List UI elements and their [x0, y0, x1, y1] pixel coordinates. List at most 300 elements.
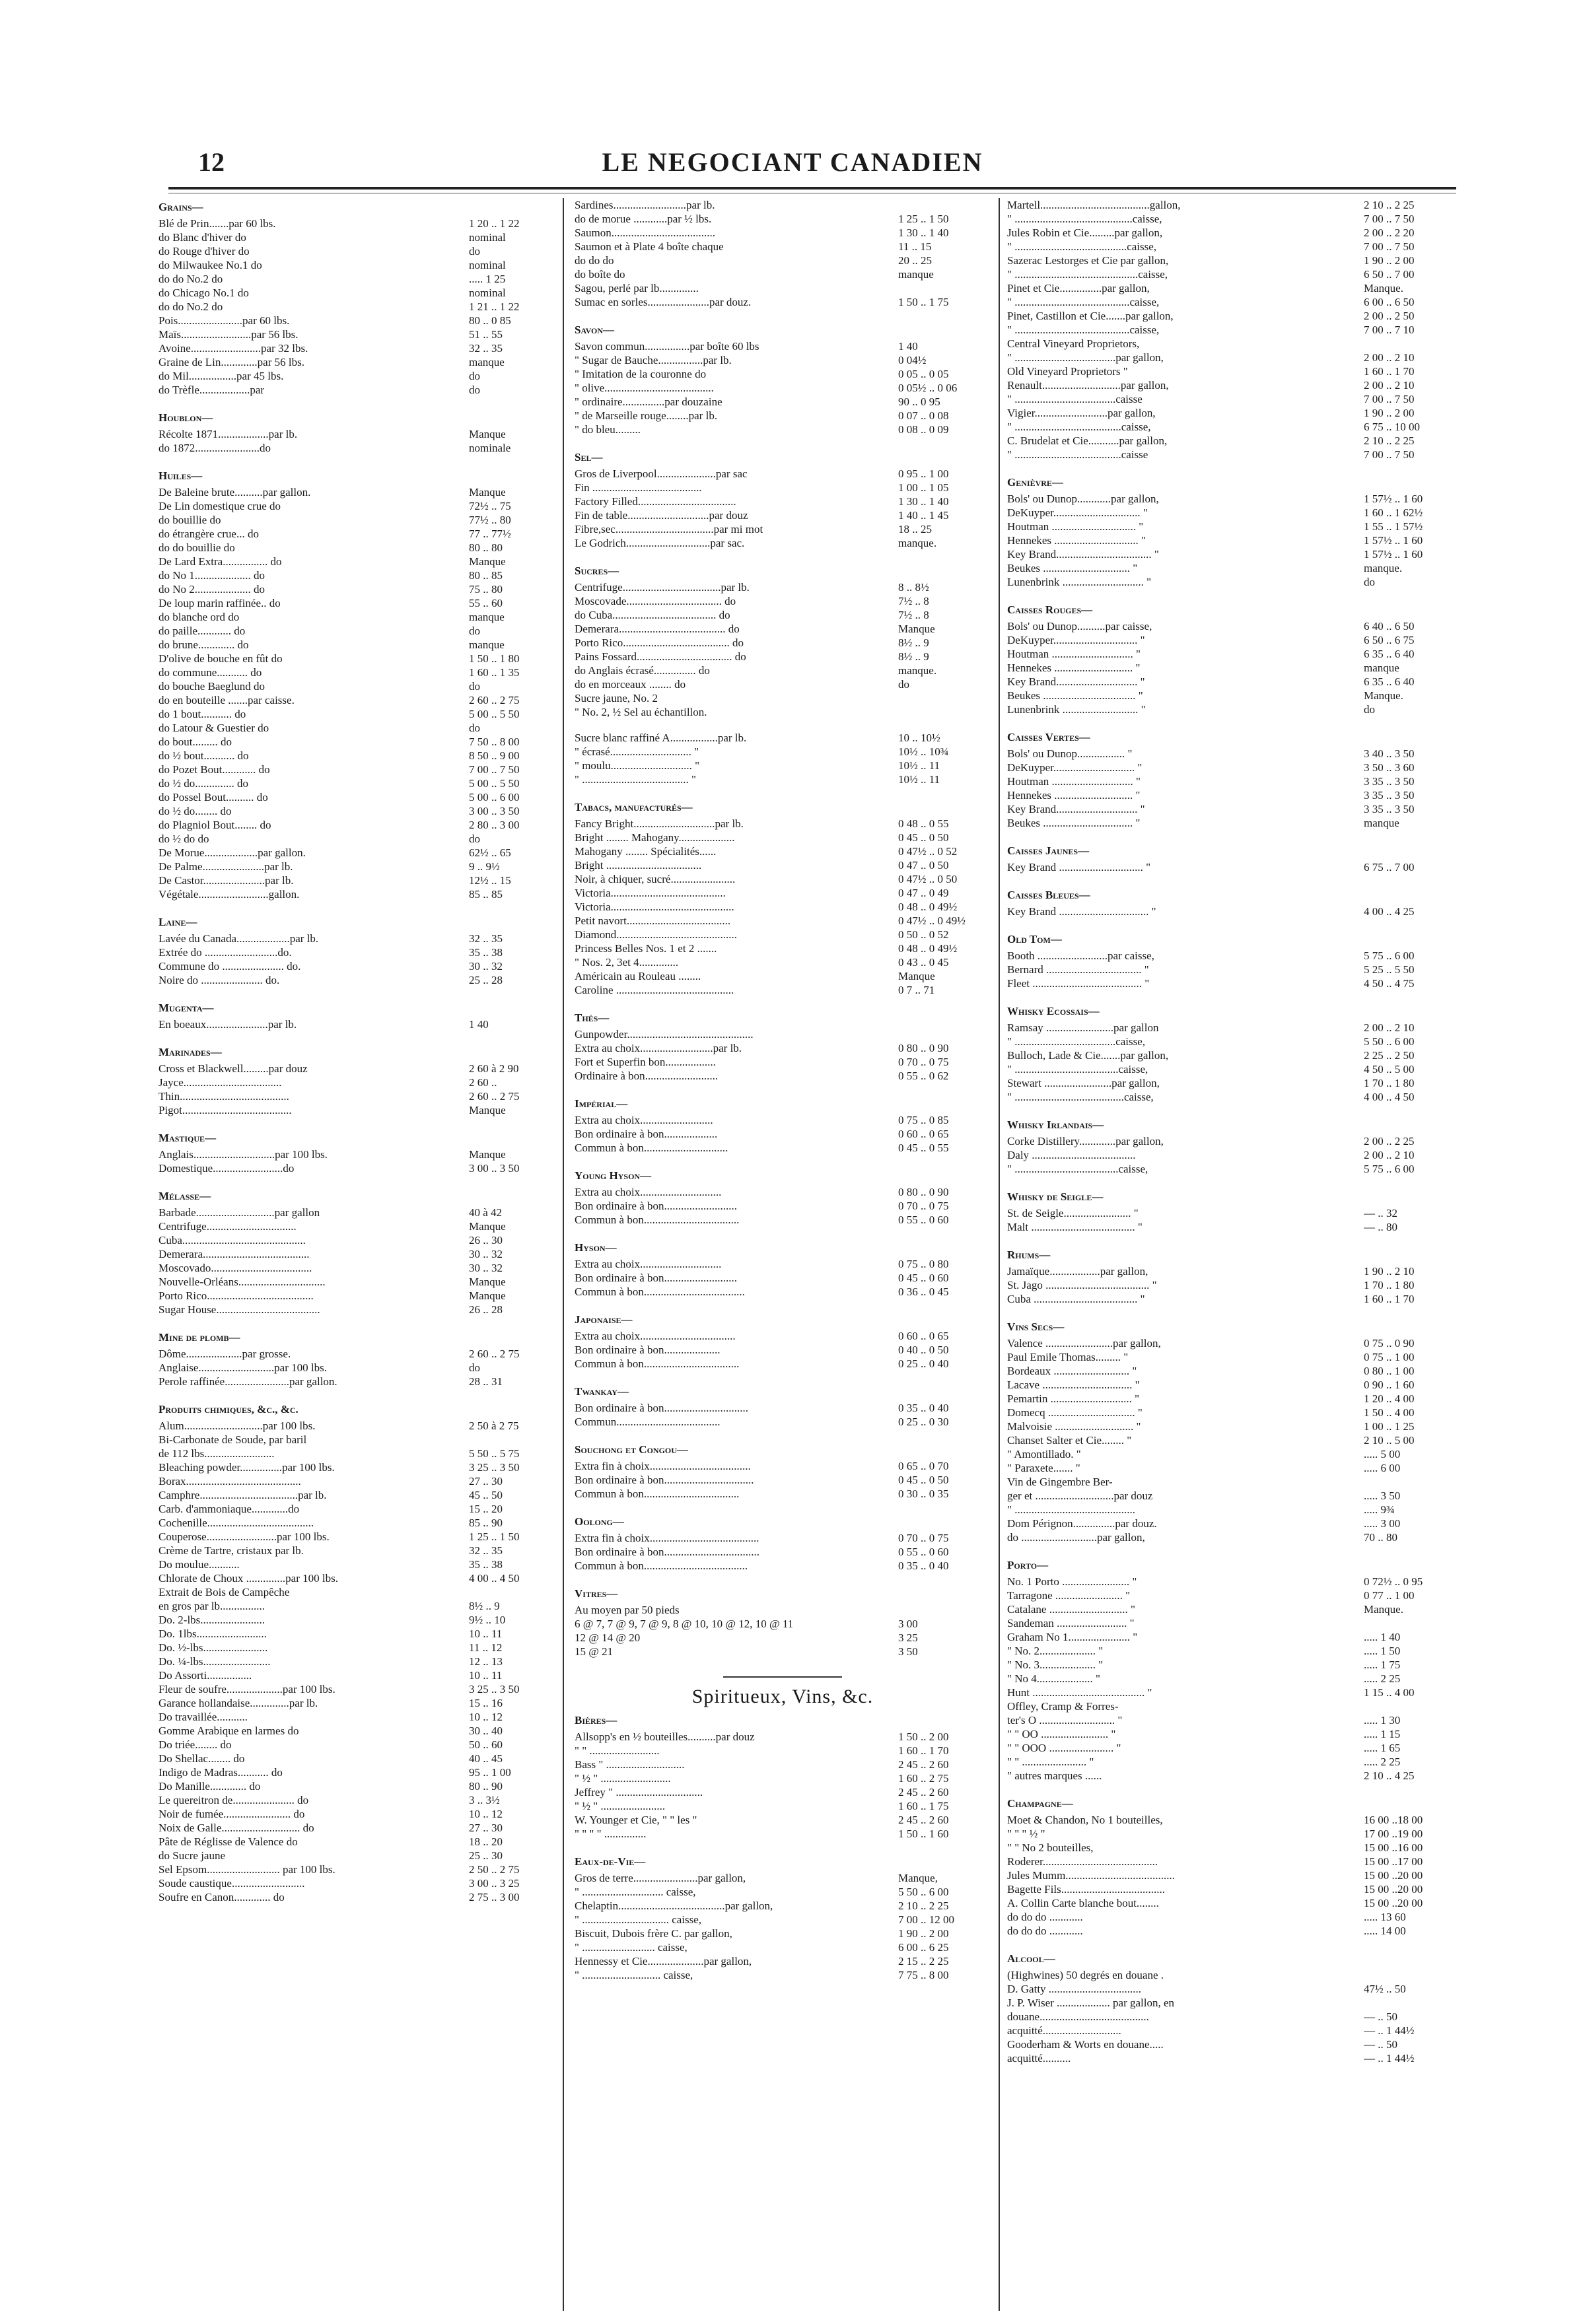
price-row	[158, 369, 555, 383]
item-name: " .......................................caisse,	[1007, 1091, 1154, 1103]
price-row	[1007, 533, 1456, 547]
item-name: Graham No 1...................... "	[1007, 1631, 1138, 1643]
item-price: 80 .. 80	[469, 541, 503, 554]
item-name: Chanset Salter et Cie........ "	[1007, 1434, 1132, 1447]
item-name: " ...................................... "	[575, 773, 696, 786]
item-name: do Chicago No.1 do	[158, 287, 249, 299]
item-name: Ramsay ........................par gallon	[1007, 1021, 1159, 1034]
item-price: 75 .. 80	[469, 583, 503, 596]
item-name: Le quereitron de...................... do	[158, 1794, 309, 1806]
item-price: 2 45 .. 2 60	[898, 1786, 949, 1798]
section-spacer	[1007, 1783, 1456, 1794]
section-spacer	[1007, 830, 1456, 842]
item-price: 15 00 ..20 00	[1364, 1897, 1423, 1909]
price-row	[575, 608, 991, 622]
price-row	[1007, 1658, 1456, 1672]
item-price: Manque	[898, 623, 935, 635]
item-name: Bass " ............................	[575, 1758, 685, 1771]
item-price: ..... 1 75	[1364, 1658, 1401, 1671]
spirits-rule	[575, 1670, 991, 1682]
item-price: 85 .. 90	[469, 1517, 503, 1529]
price-row	[1007, 1910, 1456, 1924]
section-heading: Impérial—	[575, 1097, 628, 1110]
item-name: Mahogany ........ Spécialités......	[575, 845, 717, 858]
item-name: Avoine.........................par 32 lbs.	[158, 342, 308, 355]
item-name: Jules Mumm.......................................	[1007, 1869, 1176, 1882]
price-row	[575, 1954, 991, 1968]
item-name: Bleaching powder...............par 100 lbs.	[158, 1461, 335, 1474]
item-name: " ½ " .........................	[575, 1772, 671, 1785]
section-spacer	[1007, 461, 1456, 473]
section-heading: Japonaise—	[575, 1313, 633, 1326]
price-row	[575, 914, 991, 928]
item-price: do	[469, 833, 480, 845]
item-name: " Nos. 2, 3et 4..............	[575, 956, 679, 969]
section-heading: Eaux-de-Vie—	[575, 1855, 646, 1868]
item-price: — .. 1 44½	[1364, 2024, 1415, 2037]
item-price: 3 00	[898, 1618, 918, 1630]
section-spacer	[1007, 589, 1456, 601]
item-name: Tarragone ........................ "	[1007, 1589, 1131, 1602]
price-row	[1007, 1475, 1456, 1489]
price-row	[158, 932, 555, 945]
price-row	[158, 596, 555, 610]
price-row	[1007, 392, 1456, 406]
item-name: Domecq ............................... "	[1007, 1406, 1143, 1419]
item-name: Pinet et Cie...............par gallon,	[1007, 282, 1150, 294]
item-price: 10 .. 12	[469, 1808, 503, 1820]
item-name: Perole raffinée.......................par gallon.	[158, 1375, 337, 1388]
item-name: do Sucre jaune	[158, 1849, 226, 1862]
item-price: 0 90 .. 1 60	[1364, 1379, 1415, 1391]
price-row	[575, 295, 991, 309]
price-row	[1007, 1134, 1456, 1148]
item-name: Extrée do ..........................do.	[158, 946, 292, 959]
price-row	[575, 198, 991, 212]
item-price: 77½ .. 80	[469, 514, 511, 526]
item-name: " " " ½ "	[1007, 1828, 1045, 1840]
item-name: Américain au Rouleau ........	[575, 970, 701, 982]
price-row	[1007, 364, 1456, 378]
item-name: St. Jago ..................................... "	[1007, 1279, 1157, 1291]
item-price: 5 50 .. 6 00	[1364, 1035, 1415, 1048]
price-row	[1007, 267, 1456, 281]
price-row	[1007, 1406, 1456, 1419]
item-name: Key Brand............................. "	[1007, 675, 1145, 688]
item-name: " ......................................caisse,	[1007, 421, 1151, 433]
item-price: ..... 3 50	[1364, 1489, 1401, 1502]
item-name: Extra au choix..................................	[575, 1330, 736, 1342]
item-price: 0 45 .. 0 60	[898, 1272, 949, 1284]
item-price: manque.	[1364, 562, 1403, 574]
price-row	[1007, 337, 1456, 351]
price-row	[158, 1835, 555, 1849]
section-heading: Mastique—	[158, 1132, 217, 1144]
item-price: ..... 9¾	[1364, 1503, 1395, 1516]
item-name: Commun à bon..............................	[575, 1142, 728, 1154]
item-price: 3 25 .. 3 50	[469, 1461, 520, 1474]
item-name: Bon ordinaire à bon....................	[575, 1344, 721, 1356]
item-name: do en morceaux ........ do	[575, 678, 686, 691]
item-name: " " OOO ....................... "	[1007, 1742, 1121, 1754]
price-row	[575, 622, 991, 636]
item-name: Savon commun................par boîte 60 lbs	[575, 340, 759, 353]
item-name: Gros de terre.......................par gallon,	[575, 1872, 746, 1884]
item-name: Hennessy et Cie....................par gallon,	[575, 1955, 752, 1967]
item-name: Commun à bon..................................	[575, 1357, 740, 1370]
item-name: do bouche Baeglund do	[158, 680, 265, 693]
item-name: Key Brand ................................ "	[1007, 905, 1156, 918]
item-name: Sardines..........................par lb.	[575, 199, 715, 211]
item-name: " ordinaire...............par douzaine	[575, 395, 722, 408]
price-row	[158, 1516, 555, 1530]
item-price: manque.	[898, 664, 937, 677]
price-row	[575, 1771, 991, 1785]
price-row	[1007, 1896, 1456, 1910]
price-row	[575, 1069, 991, 1083]
price-row	[158, 846, 555, 860]
item-price: 1 30 .. 1 40	[898, 226, 949, 239]
price-row	[1007, 1882, 1456, 1896]
item-price: 12½ .. 15	[469, 874, 511, 887]
item-name: Malvoisie ............................ "	[1007, 1420, 1141, 1433]
price-row	[575, 886, 991, 900]
item-price: ..... 1 30	[1364, 1714, 1401, 1726]
section-heading: Champagne—	[1007, 1797, 1073, 1810]
item-price: 2 10 .. 4 25	[1364, 1769, 1415, 1782]
item-price: 2 45 .. 2 60	[898, 1814, 949, 1826]
item-name: Lunenbrink ............................. "	[1007, 576, 1152, 588]
price-row	[1007, 1461, 1456, 1475]
item-name: Fleur de soufre....................par 100 lbs.	[158, 1683, 335, 1695]
item-price: 1 55 .. 1 57½	[1364, 520, 1423, 533]
price-row	[1007, 1855, 1456, 1868]
section-spacer	[158, 1904, 555, 1916]
section-spacer	[575, 309, 991, 321]
item-price: 1 57½ .. 1 60	[1364, 493, 1423, 505]
section-heading: Tabacs, manufacturés—	[575, 801, 693, 813]
item-name: Houtman ............................. "	[1007, 648, 1141, 660]
item-name: do boîte do	[575, 268, 625, 281]
item-price: do	[469, 625, 480, 637]
item-name: " ............................................caisse,	[1007, 268, 1168, 281]
item-price: 70 .. 80	[1364, 1531, 1397, 1544]
price-row	[575, 1329, 991, 1343]
item-name: Commun à bon.....................................	[575, 1559, 748, 1572]
item-price: 2 60 ..	[469, 1076, 497, 1089]
item-price: 1 15 .. 4 00	[1364, 1686, 1415, 1699]
item-name: Do. 2-lbs.......................	[158, 1614, 265, 1626]
price-row	[158, 1682, 555, 1696]
section-heading: Vins Secs—	[1007, 1320, 1065, 1333]
price-row	[158, 1627, 555, 1641]
item-price: ..... 5 00	[1364, 1448, 1401, 1460]
item-name: do Anglais écrasé............... do	[575, 664, 710, 677]
item-price: do	[1364, 703, 1375, 716]
item-price: 0 07 .. 0 08	[898, 409, 949, 422]
item-price: ..... 1 25	[469, 273, 506, 285]
item-price: ..... 14 00	[1364, 1925, 1406, 1937]
item-price: 6 00 .. 6 25	[898, 1941, 949, 1954]
price-row	[158, 1793, 555, 1807]
item-name: Daly .....................................	[1007, 1149, 1136, 1161]
item-name: Commun à bon..................................	[575, 1213, 740, 1226]
item-price: Manque	[469, 1220, 506, 1233]
price-row	[575, 1113, 991, 1127]
item-name: Pois.......................par 60 lbs.	[158, 314, 290, 327]
price-row	[1007, 949, 1456, 963]
section-heading: Young Hyson—	[575, 1169, 652, 1182]
item-price: nominal	[469, 231, 506, 244]
price-row	[1007, 420, 1456, 434]
price-row	[158, 1544, 555, 1557]
price-row	[158, 1571, 555, 1585]
price-row	[575, 1185, 991, 1199]
item-price: 5 25 .. 5 50	[1364, 963, 1415, 976]
section-heading: Caisses Rouges—	[1007, 603, 1093, 616]
item-price: manque	[469, 356, 505, 368]
item-price: 51 .. 55	[469, 328, 503, 341]
item-name: Nouvelle-Orléans...............................	[158, 1276, 326, 1288]
price-row	[1007, 1982, 1456, 1996]
price-row	[158, 568, 555, 582]
item-name: Centrifuge................................	[158, 1220, 297, 1233]
price-row	[575, 1127, 991, 1141]
price-row	[1007, 661, 1456, 675]
item-price: 1 60 .. 1 70	[1364, 365, 1415, 378]
price-row	[575, 1531, 991, 1545]
price-row	[1007, 492, 1456, 506]
item-price: 10½ .. 11	[898, 759, 940, 772]
item-price: Manque	[469, 428, 506, 440]
price-row	[158, 887, 555, 901]
item-price: 2 00 .. 2 10	[1364, 379, 1415, 392]
price-row	[158, 1724, 555, 1738]
price-row	[1007, 774, 1456, 788]
item-name: Valence ........................par gallon,	[1007, 1337, 1161, 1350]
section-heading: Sucres—	[575, 564, 619, 577]
item-price: ..... 1 50	[1364, 1645, 1401, 1657]
item-price: 0 30 .. 0 35	[898, 1487, 949, 1500]
item-price: 30 .. 32	[469, 1262, 503, 1274]
item-name: Sazerac Lestorges et Cie par gallon,	[1007, 254, 1169, 267]
price-row	[575, 1730, 991, 1744]
price-row	[158, 1641, 555, 1655]
item-name: Saumon et à Plate 4 boîte chaque	[575, 240, 724, 253]
item-name: do étrangère crue... do	[158, 528, 259, 540]
item-name: Victoria............................................	[575, 901, 734, 913]
price-row	[1007, 1503, 1456, 1517]
item-name: De Lard Extra................ do	[158, 555, 282, 568]
item-name: Extra fin à choix....................................	[575, 1460, 751, 1472]
price-row	[1007, 788, 1456, 802]
item-name: Chelaptin......................................par gallon,	[575, 1899, 773, 1912]
item-name: Factory Filled...................................	[575, 495, 736, 508]
price-row	[1007, 1644, 1456, 1658]
price-row	[158, 286, 555, 300]
item-price: 7 50 .. 8 00	[469, 735, 520, 748]
item-name: " Imitation de la couronne do	[575, 368, 707, 380]
price-row	[158, 1557, 555, 1571]
item-name: Beukes ................................. "	[1007, 689, 1143, 702]
item-price: 1 60 .. 1 35	[469, 666, 520, 679]
section-spacer	[575, 1083, 991, 1095]
item-name: Chlorate de Choux ..............par 100 lbs.	[158, 1572, 338, 1585]
item-name: do commune........... do	[158, 666, 262, 679]
item-name: do Blanc d'hiver do	[158, 231, 246, 244]
item-price: 45 .. 50	[469, 1489, 503, 1501]
price-row	[158, 541, 555, 555]
section-spacer	[575, 1982, 991, 1994]
item-name: do ...........................par gallon,	[1007, 1531, 1145, 1544]
price-row	[575, 928, 991, 941]
item-name: Extra au choix.............................	[575, 1186, 722, 1198]
item-name: acquitté..........	[1007, 2052, 1071, 2065]
item-name: Cuba ..................................... "	[1007, 1293, 1145, 1305]
item-name: Bi-Carbonate de Soude, par baril	[158, 1433, 307, 1446]
item-name: Soufre en Canon............. do	[158, 1891, 285, 1903]
item-price: 2 50 à 2 75	[469, 1419, 519, 1432]
item-name: De loup marin raffinée.. do	[158, 597, 281, 609]
item-name: Moscovado....................................	[158, 1262, 312, 1274]
item-price: 7 75 .. 8 00	[898, 1969, 949, 1981]
price-row	[1007, 1278, 1456, 1292]
item-name: Pinet, Castillon et Cie.......par gallon,	[1007, 310, 1174, 322]
item-price: 7 00 .. 7 50	[1364, 213, 1415, 225]
price-row	[1007, 1076, 1456, 1090]
price-row	[575, 1785, 991, 1799]
item-price: 18 .. 20	[469, 1835, 503, 1848]
item-name: DeKuyper............................. "	[1007, 761, 1143, 774]
section-spacer	[1007, 2065, 1456, 2077]
price-row	[575, 844, 991, 858]
price-row	[158, 1076, 555, 1089]
section-heading: Rhums—	[1007, 1248, 1051, 1261]
item-name: De Lin domestique crue do	[158, 500, 281, 512]
item-price: 0 70 .. 0 75	[898, 1532, 949, 1544]
price-row	[158, 1103, 555, 1117]
item-price: 35 .. 38	[469, 1558, 503, 1571]
item-price: 10 .. 10½	[898, 732, 940, 744]
item-price: 0 35 .. 0 40	[898, 1402, 949, 1414]
item-name: Sagou, perlé par lb..............	[575, 282, 699, 294]
price-row	[1007, 406, 1456, 420]
item-price: 6 35 .. 6 40	[1364, 675, 1415, 688]
price-row	[158, 485, 555, 499]
item-name: do Milwaukee No.1 do	[158, 259, 262, 271]
item-name: Houtman ............................. "	[1007, 775, 1141, 788]
price-row	[1007, 675, 1456, 689]
item-price: 2 00 .. 2 10	[1364, 1021, 1415, 1034]
price-row	[575, 267, 991, 281]
price-row	[575, 1545, 991, 1559]
price-row	[575, 339, 991, 353]
item-name: Sumac en sorles......................par douz.	[575, 296, 752, 308]
price-row	[575, 1617, 991, 1631]
item-name: Garance hollandaise..............par lb.	[158, 1697, 318, 1709]
price-row	[158, 258, 555, 272]
item-name: Bright ........ Mahogany....................	[575, 831, 735, 844]
item-name: " No 4.................... "	[1007, 1672, 1100, 1685]
item-price: 2 00 .. 2 10	[1364, 1149, 1415, 1161]
item-price: ..... 1 65	[1364, 1742, 1401, 1754]
price-row	[1007, 1336, 1456, 1350]
item-name: " " .........................	[575, 1744, 660, 1757]
price-row	[575, 872, 991, 886]
item-price: Manque	[469, 1148, 506, 1161]
price-row	[1007, 1530, 1456, 1544]
item-price: do	[898, 678, 909, 691]
section-spacer	[1007, 1104, 1456, 1116]
item-price: 26 .. 30	[469, 1234, 503, 1247]
item-price: 1 60 .. 1 75	[898, 1800, 949, 1812]
item-price: 8 .. 8½	[898, 581, 929, 594]
price-row	[1007, 254, 1456, 267]
item-name: Thin.......................................	[158, 1090, 289, 1103]
item-price: 5 75 .. 6 00	[1364, 949, 1415, 962]
price-row	[1007, 1433, 1456, 1447]
price-row	[1007, 802, 1456, 816]
item-name: Sucre jaune, No. 2	[575, 692, 658, 704]
item-price: 4 50 .. 5 00	[1364, 1063, 1415, 1076]
item-name: " ......................................caisse	[1007, 448, 1148, 461]
item-name: Saumon.....................................	[575, 226, 715, 239]
price-row	[158, 1361, 555, 1375]
item-price: 11 .. 12	[469, 1641, 503, 1654]
item-price: Manque.	[1364, 282, 1403, 294]
item-price: 35 .. 38	[469, 946, 503, 959]
price-row	[158, 582, 555, 596]
item-name: Fort et Superfin bon..................	[575, 1056, 716, 1068]
price-row	[1007, 506, 1456, 520]
price-row	[1007, 1727, 1456, 1741]
item-name: " No. 2.................... "	[1007, 1645, 1104, 1657]
item-price: Manque,	[898, 1872, 938, 1884]
price-column-2	[575, 198, 991, 1994]
item-price: 15 00 ..16 00	[1364, 1841, 1423, 1854]
price-row	[1007, 1741, 1456, 1755]
item-name: Jayce...................................	[158, 1076, 282, 1089]
price-row	[158, 499, 555, 513]
item-price: 30 .. 40	[469, 1725, 503, 1737]
item-price: do	[469, 680, 480, 693]
item-name: do Pozet Bout............ do	[158, 763, 270, 776]
item-name: " " OO ........................ "	[1007, 1728, 1116, 1740]
price-row	[1007, 1062, 1456, 1076]
item-price: 12 .. 13	[469, 1655, 503, 1668]
item-price: 8½ .. 9	[469, 1600, 500, 1612]
item-price: 1 30 .. 1 40	[898, 495, 949, 508]
price-row	[575, 1744, 991, 1758]
item-price: 0 72½ .. 0 95	[1364, 1575, 1423, 1588]
item-name: Sucre blanc raffiné A.................par lb.	[575, 732, 747, 744]
item-name: Bagette Fils.....................................	[1007, 1883, 1165, 1896]
item-name: W. Younger et Cie, " " les "	[575, 1814, 697, 1826]
price-row	[1007, 1264, 1456, 1278]
item-price: ..... 1 40	[1364, 1631, 1401, 1643]
item-name: Commune do ...................... do.	[158, 960, 301, 973]
item-name: Bon ordinaire à bon................................	[575, 1474, 754, 1486]
item-name: Porto Rico......................................	[158, 1289, 314, 1302]
item-name: Graine de Lin.............par 56 lbs.	[158, 356, 304, 368]
item-price: 5 00 .. 6 00	[469, 791, 520, 803]
item-price: 0 45 .. 0 50	[898, 831, 949, 844]
item-price: 6 50 .. 7 00	[1364, 268, 1415, 281]
item-price: 18 .. 25	[898, 523, 932, 535]
section-heading: Grains—	[158, 201, 203, 213]
price-row	[575, 691, 991, 705]
item-price: 0 05½ .. 0 06	[898, 382, 958, 394]
